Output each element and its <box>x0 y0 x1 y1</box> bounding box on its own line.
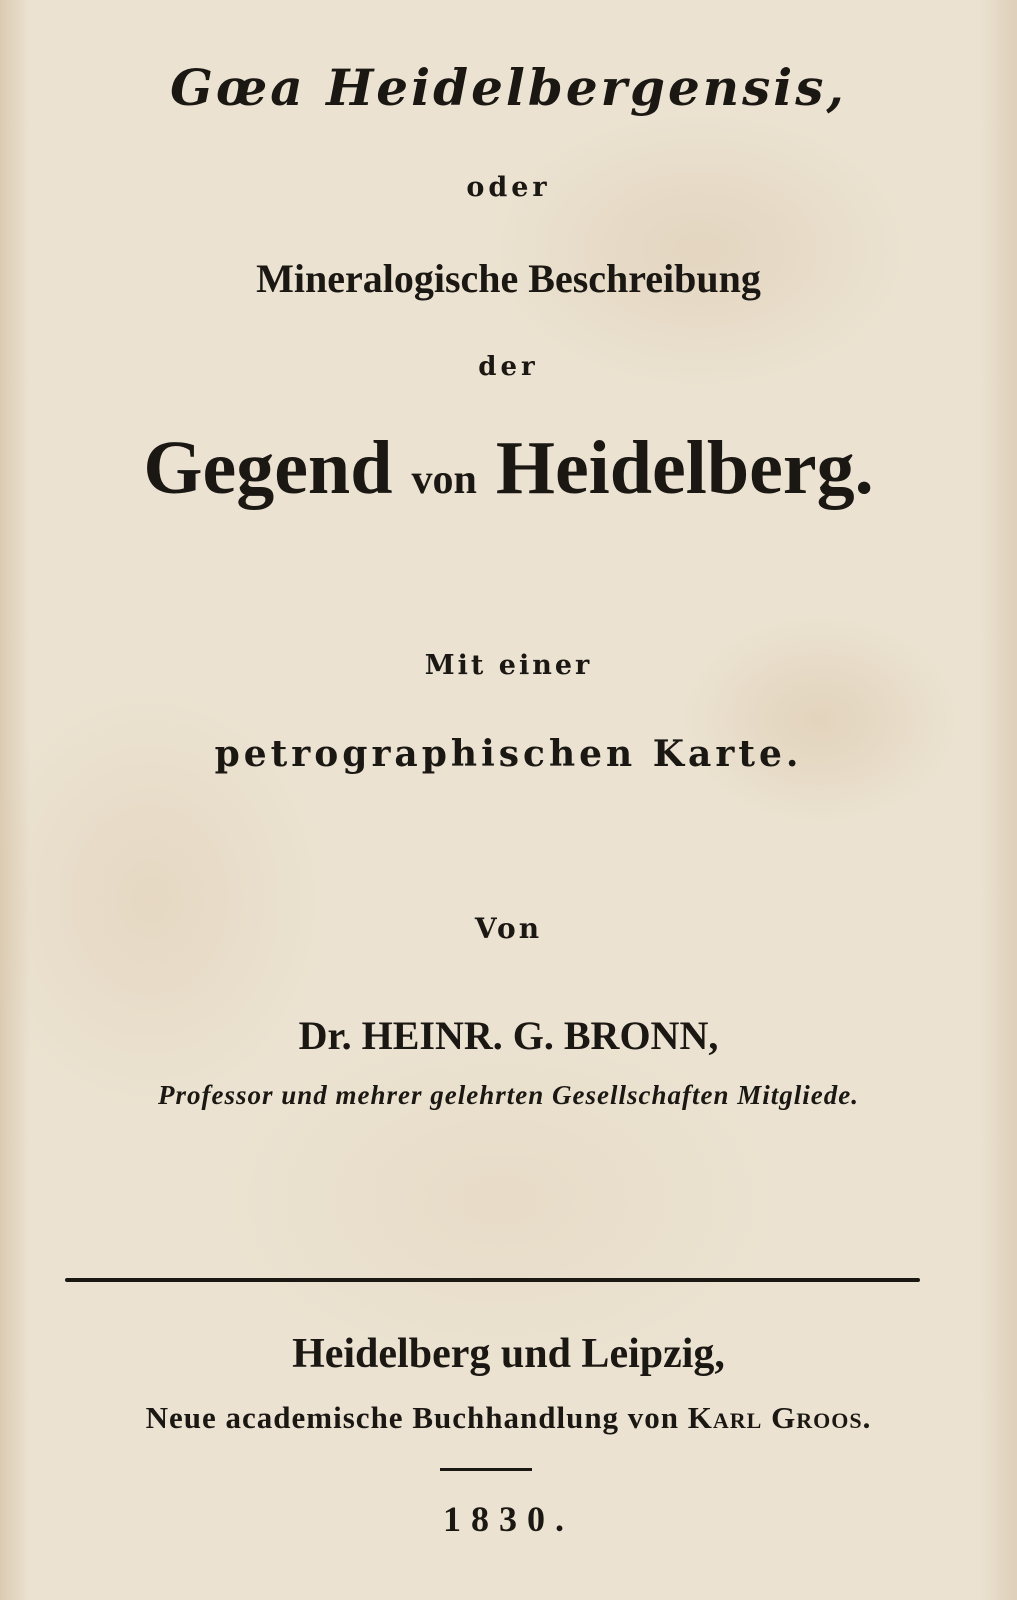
publication-place: Heidelberg und Leipzig, <box>292 1331 725 1377</box>
by-label: Von <box>474 912 543 945</box>
publisher-name: Karl Groos. <box>687 1400 872 1435</box>
short-divider-rule <box>440 1468 532 1471</box>
conjunction: oder <box>466 172 551 203</box>
author-role: Professor und mehrer gelehrten Gesellschaften Mitgliede. <box>158 1080 859 1110</box>
divider-rule <box>65 1278 920 1282</box>
map-note-line1: Mit einer <box>424 650 593 681</box>
publication-year: 1830. <box>443 1499 574 1539</box>
main-title-part1: Gegend <box>143 426 393 510</box>
book-title: Gœa Heidelbergensis, <box>170 58 847 117</box>
map-note-line2: petrographischen Karte. <box>214 733 803 775</box>
publisher <box>0 1400 1017 1436</box>
article: der <box>478 352 539 382</box>
subtitle: Mineralogische Beschreibung <box>256 256 761 301</box>
main-title-part2: von <box>411 457 477 503</box>
main-title <box>0 425 1017 512</box>
author-name: Dr. HEINR. G. BRONN, <box>298 1013 719 1058</box>
publisher-prefix: Neue academische Buchhandlung von <box>145 1400 680 1435</box>
main-title-part3: Heidelberg. <box>495 426 874 510</box>
